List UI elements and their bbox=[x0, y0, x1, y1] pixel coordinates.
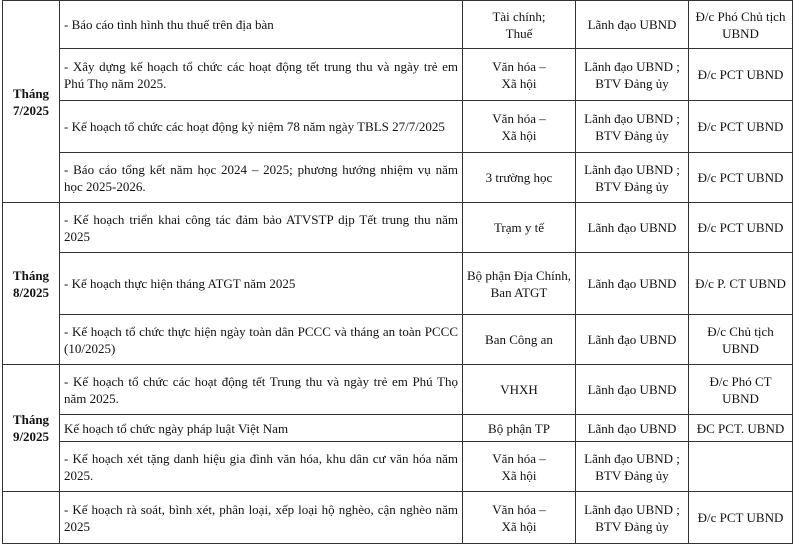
table-row bbox=[3, 153, 793, 203]
table-row bbox=[3, 203, 793, 253]
lead-cell: Lãnh đạo UBND ; BTV Đảng ủy bbox=[576, 49, 689, 101]
task-cell: - Kế hoạch thực hiện tháng ATGT năm 2025 bbox=[60, 253, 463, 315]
month-cell bbox=[3, 492, 60, 544]
task-cell: - Báo cáo tình hình thu thuế trên địa bàn bbox=[60, 1, 463, 49]
unit-cell: Bộ phận Địa Chính, Ban ATGT bbox=[463, 253, 576, 315]
lead-cell: Lãnh đạo UBND ; BTV Đảng ủy bbox=[576, 101, 689, 153]
task-cell: - Báo cáo tổng kết năm học 2024 – 2025; phương hướng nhiệm vụ năm học 2025-2026. bbox=[60, 153, 463, 203]
person-cell: Đ/c PCT UBND bbox=[689, 203, 793, 253]
person-cell: ĐC PCT. UBND bbox=[689, 415, 793, 442]
table-row bbox=[3, 315, 793, 365]
table-row bbox=[3, 442, 793, 492]
person-cell: Đ/c Phó Chủ tịch UBND bbox=[689, 1, 793, 49]
task-cell: - Kế hoạch xét tặng danh hiệu gia đình văn hóa, khu dân cư văn hóa năm 2025. bbox=[60, 442, 463, 492]
unit-cell: Văn hóa – Xã hội bbox=[463, 49, 576, 101]
task-cell: - Kế hoạch rà soát, bình xét, phân loại, xếp loại hộ nghèo, cận nghèo năm 2025 bbox=[60, 492, 463, 544]
month-cell: Tháng 9/2025 bbox=[3, 365, 60, 492]
person-cell: Đ/c Phó CT UBND bbox=[689, 365, 793, 415]
unit-cell: Ban Công an bbox=[463, 315, 576, 365]
person-cell: Đ/c PCT UBND bbox=[689, 101, 793, 153]
lead-cell: Lãnh đạo UBND bbox=[576, 203, 689, 253]
unit-cell: 3 trường học bbox=[463, 153, 576, 203]
task-cell: - Kế hoạch tổ chức các hoạt động tết Trung thu và ngày trẻ em Phú Thọ năm 2025. bbox=[60, 365, 463, 415]
person-cell: Đ/c PCT UBND bbox=[689, 49, 793, 101]
lead-cell: Lãnh đạo UBND bbox=[576, 1, 689, 49]
person-cell bbox=[689, 442, 793, 492]
unit-cell: Bộ phận TP bbox=[463, 415, 576, 442]
table-row bbox=[3, 49, 793, 101]
task-cell: - Xây dựng kế hoạch tổ chức các hoạt động tết trung thu và ngày trẻ em Phú Thọ năm 2025. bbox=[60, 49, 463, 101]
lead-cell: Lãnh đạo UBND bbox=[576, 415, 689, 442]
table-row bbox=[3, 1, 793, 49]
person-cell: Đ/c PCT UBND bbox=[689, 153, 793, 203]
unit-cell: Văn hóa – Xã hội bbox=[463, 492, 576, 544]
unit-cell: Văn hóa – Xã hội bbox=[463, 101, 576, 153]
lead-cell: Lãnh đạo UBND bbox=[576, 365, 689, 415]
month-cell: Tháng 7/2025 bbox=[3, 1, 60, 203]
task-cell: - Kế hoạch triển khai công tác đảm bảo ATVSTP dịp Tết trung thu năm 2025 bbox=[60, 203, 463, 253]
lead-cell: Lãnh đạo UBND bbox=[576, 315, 689, 365]
person-cell: Đ/c P. CT UBND bbox=[689, 253, 793, 315]
unit-cell: Tài chính; Thuế bbox=[463, 1, 576, 49]
person-cell: Đ/c PCT UBND bbox=[689, 492, 793, 544]
task-cell: - Kế hoạch tổ chức thực hiện ngày toàn dân PCCC và tháng an toàn PCCC (10/2025) bbox=[60, 315, 463, 365]
month-cell: Tháng 8/2025 bbox=[3, 203, 60, 365]
table-row bbox=[3, 253, 793, 315]
table-row bbox=[3, 365, 793, 415]
lead-cell: Lãnh đạo UBND ; BTV Đảng ủy bbox=[576, 442, 689, 492]
person-cell: Đ/c Chủ tịch UBND bbox=[689, 315, 793, 365]
lead-cell: Lãnh đạo UBND ; BTV Đảng ủy bbox=[576, 153, 689, 203]
table-row bbox=[3, 492, 793, 544]
unit-cell: VHXH bbox=[463, 365, 576, 415]
unit-cell: Văn hóa – Xã hội bbox=[463, 442, 576, 492]
lead-cell: Lãnh đạo UBND ; BTV Đảng ủy bbox=[576, 492, 689, 544]
task-cell: - Kế hoạch tổ chức các hoạt động kỷ niệm 78 năm ngày TBLS 27/7/2025 bbox=[60, 101, 463, 153]
table-row bbox=[3, 415, 793, 442]
table-row bbox=[3, 101, 793, 153]
lead-cell: Lãnh đạo UBND bbox=[576, 253, 689, 315]
task-cell: Kế hoạch tổ chức ngày pháp luật Việt Nam bbox=[60, 415, 463, 442]
unit-cell: Trạm y tế bbox=[463, 203, 576, 253]
schedule-table bbox=[2, 0, 793, 544]
